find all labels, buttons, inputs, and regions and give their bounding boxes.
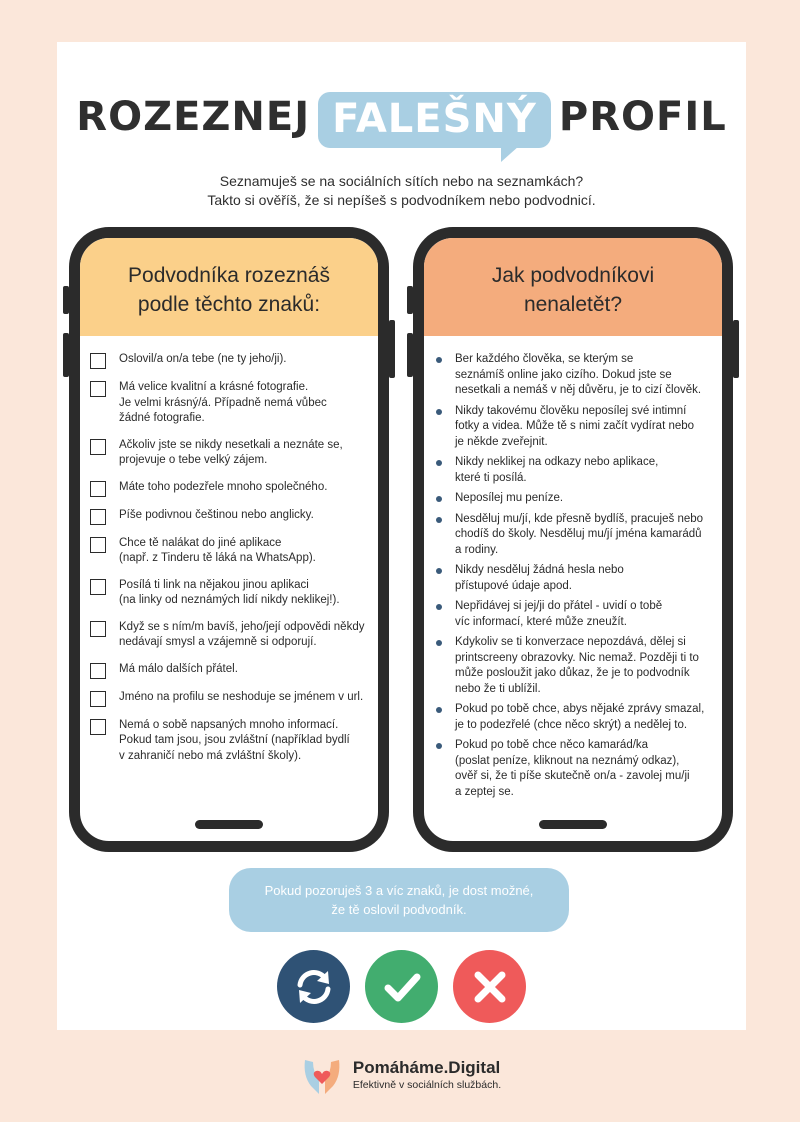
item-text-line: Nikdy nesděluj žádná hesla nebo bbox=[455, 564, 624, 576]
item-text-line: Nikdy takovému člověku neposílej své intimní bbox=[455, 404, 687, 417]
bullet-dot bbox=[436, 409, 442, 415]
item-text bbox=[455, 352, 701, 399]
heading-line: Podvodníka rozeznáš bbox=[128, 264, 330, 287]
item-text bbox=[119, 480, 327, 496]
item-text bbox=[455, 738, 690, 800]
item-text-line: Pokud po tobě chce, abys nějaké zprávy smazal, bbox=[455, 703, 705, 715]
item-text-line: je někde zveřejnit. bbox=[455, 435, 548, 448]
item-text-line: které ti posílá. bbox=[455, 471, 527, 484]
item-text-line: chodíš do školy. Nesděluj mu/jí jména kamarádů bbox=[455, 528, 702, 540]
checkbox[interactable] bbox=[90, 509, 106, 525]
item-text-line: v zahraničí nebo má zvláštní školy). bbox=[119, 749, 302, 762]
checklist-item bbox=[90, 690, 368, 707]
item-text bbox=[119, 662, 238, 678]
item-text bbox=[119, 718, 350, 765]
item-text-line: seznámíš online jako cizího. Dokud jste se bbox=[455, 368, 672, 381]
checkbox[interactable] bbox=[90, 663, 106, 679]
item-text bbox=[455, 635, 699, 697]
heading-line: Jak podvodníkovi bbox=[491, 264, 655, 287]
item-text-line: Nepřidávej si jej/ji do přátel - uvidí o tobě bbox=[455, 600, 663, 612]
item-text bbox=[119, 578, 340, 609]
phone-safety-tips bbox=[413, 227, 733, 852]
bullet-dot bbox=[436, 568, 442, 574]
item-text-line: Neposílej mu peníze. bbox=[455, 492, 564, 504]
phone-side-button bbox=[63, 286, 69, 314]
item-text-line: Píše podivnou češtinou nebo anglicky. bbox=[119, 508, 314, 521]
bullet-dot bbox=[436, 743, 442, 749]
item-text-line: ověř si, že ti píše skutečně on/a - zavolej mu/ji bbox=[455, 770, 690, 782]
phone-heading bbox=[424, 238, 722, 336]
tip-item bbox=[434, 404, 714, 451]
heading-line: nenaletět? bbox=[523, 293, 623, 316]
item-text-line: printscreeny obrazovky. Nic nemaž. Později ti to bbox=[455, 651, 699, 664]
bullet-dot bbox=[436, 604, 442, 610]
item-text-line: Máte toho podezřele mnoho společného. bbox=[119, 480, 328, 493]
item-text bbox=[119, 438, 343, 469]
checkmark-icon bbox=[365, 950, 438, 1023]
bullet-dot bbox=[436, 357, 442, 363]
item-text-line: a zeptej se. bbox=[455, 785, 514, 798]
item-text-line: Jméno na profilu se neshoduje se jménem v url. bbox=[119, 690, 364, 703]
subtitle bbox=[57, 172, 746, 210]
title-part-1: ROZEZNEJ bbox=[76, 94, 311, 140]
item-text-line: a rodiny. bbox=[455, 543, 499, 556]
item-text-line: přístupové údaje apod. bbox=[455, 579, 573, 592]
item-text-line: Má málo dalších přátel. bbox=[119, 662, 238, 675]
bullet-dot bbox=[436, 460, 442, 466]
title-highlight: FALEŠNÝ bbox=[332, 96, 537, 142]
checklist-item bbox=[90, 620, 368, 651]
tip-item bbox=[434, 563, 714, 594]
tip-item bbox=[434, 352, 714, 399]
phone-heading bbox=[80, 238, 378, 336]
safety-tips-list bbox=[424, 336, 722, 800]
item-text bbox=[455, 491, 563, 507]
tip-item bbox=[434, 702, 714, 733]
warning-note bbox=[229, 868, 569, 932]
item-text-line: víc informací, které může zneužít. bbox=[455, 615, 627, 628]
checkbox[interactable] bbox=[90, 579, 106, 595]
checkbox[interactable] bbox=[90, 439, 106, 455]
checkbox[interactable] bbox=[90, 691, 106, 707]
item-text-line: (např. z Tinderu tě láká na WhatsApp). bbox=[119, 552, 316, 564]
refresh-icon bbox=[277, 950, 350, 1023]
item-text bbox=[119, 508, 314, 524]
speech-bubble-tail bbox=[501, 146, 519, 162]
checkbox[interactable] bbox=[90, 481, 106, 497]
bullet-dot bbox=[436, 707, 442, 713]
brand-tagline: Efektivně v sociálních službách. bbox=[352, 1079, 502, 1091]
tip-item bbox=[434, 455, 714, 486]
item-text bbox=[119, 690, 363, 706]
checklist-item bbox=[90, 718, 368, 765]
item-text-line: je to podezřelé (chce něco skrýt) a nedělej to. bbox=[455, 718, 688, 731]
item-text-line: Ačkoliv jste se nikdy nesetkali a neznáte se, bbox=[119, 438, 343, 451]
item-text-line: Když se s ním/m bavíš, jeho/její odpovědi někdy bbox=[119, 620, 365, 633]
heading-line: podle těchto znaků: bbox=[137, 293, 321, 316]
hands-heart-logo bbox=[299, 1054, 345, 1096]
checklist-item bbox=[90, 662, 368, 679]
item-text-line: Nikdy neklikej na odkazy nebo aplikace, bbox=[455, 456, 659, 468]
item-text-line: může posloužit jako důkaz, že je to podvodník bbox=[455, 667, 690, 679]
phone-screen bbox=[424, 238, 722, 841]
item-text-line: (na linky od neznámých lidí nikdy neklikej!). bbox=[119, 594, 340, 606]
item-text-line: Chce tě nalákat do jiné aplikace bbox=[119, 536, 282, 549]
subtitle-line: Seznamuješ se na sociálních sítích nebo na seznamkách? bbox=[219, 173, 584, 189]
item-text-line: (poslat peníze, kliknout na neznámý odkaz), bbox=[455, 754, 680, 767]
item-text-line: Oslovil/a on/a tebe (ne ty jeho/ji). bbox=[119, 353, 287, 365]
item-text bbox=[455, 512, 703, 559]
tip-item bbox=[434, 512, 714, 559]
bullet-dot bbox=[436, 640, 442, 646]
phone-side-button bbox=[389, 320, 395, 378]
item-text bbox=[119, 352, 286, 368]
item-text-line: Má velice kvalitní a krásné fotografie. bbox=[119, 381, 309, 393]
checkbox[interactable] bbox=[90, 353, 106, 369]
subtitle-line: Takto si ověříš, že si nepíšeš s podvodníkem nebo podvodnicí. bbox=[207, 192, 596, 208]
checklist-item bbox=[90, 352, 368, 369]
phone-home-bar bbox=[195, 820, 263, 829]
footer bbox=[0, 1050, 800, 1100]
bullet-dot bbox=[436, 496, 442, 502]
brand-name: Pomáháme.Digital bbox=[352, 1058, 501, 1077]
icon-row bbox=[57, 950, 746, 1024]
checkbox[interactable] bbox=[90, 621, 106, 637]
item-text bbox=[119, 380, 327, 427]
checklist-item bbox=[90, 380, 368, 427]
item-text bbox=[119, 620, 364, 651]
phone-warning-signs bbox=[69, 227, 389, 852]
footer-text bbox=[353, 1058, 501, 1092]
checklist-item bbox=[90, 438, 368, 469]
item-text bbox=[119, 536, 316, 567]
item-text-line: nebo že ti ublížil. bbox=[455, 682, 541, 695]
item-text bbox=[455, 404, 694, 451]
item-text bbox=[455, 563, 624, 594]
phone-home-bar bbox=[539, 820, 607, 829]
checkbox[interactable] bbox=[90, 381, 106, 397]
item-text bbox=[455, 455, 658, 486]
item-text-line: Pokud po tobě chce něco kamarád/ka bbox=[455, 739, 649, 751]
item-text-line: nedávají smysl a vzájemně si odporují. bbox=[119, 636, 317, 648]
note-line: že tě oslovil podvodník. bbox=[331, 902, 467, 917]
item-text-line: Pokud tam jsou, jsou zvláštní (například bydlí bbox=[119, 734, 350, 746]
item-text-line: projevuje o tebe velký zájem. bbox=[119, 454, 268, 466]
item-text-line: žádné fotografie. bbox=[119, 412, 205, 424]
checklist-item bbox=[90, 578, 368, 609]
phone-side-button bbox=[63, 333, 69, 377]
item-text-line: Je velmi krásný/á. Případně nemá vůbec bbox=[119, 396, 327, 409]
item-text-line: Ber každého člověka, se kterým se bbox=[455, 353, 634, 365]
phone-side-button bbox=[407, 333, 413, 377]
checklist-item bbox=[90, 508, 368, 525]
note-line: Pokud pozoruješ 3 a víc znaků, je dost možné, bbox=[264, 883, 534, 898]
phone-side-button bbox=[407, 286, 413, 314]
item-text-line: Nemá o sobě napsaných mnoho informací. bbox=[119, 718, 339, 731]
checklist-item bbox=[90, 480, 368, 497]
bullet-dot bbox=[436, 517, 442, 523]
checklist-item bbox=[90, 536, 368, 567]
checkbox[interactable] bbox=[90, 719, 106, 735]
checkbox[interactable] bbox=[90, 537, 106, 553]
title-speech-bubble bbox=[318, 92, 551, 148]
item-text-line: Kdykoliv se ti konverzace nepozdává, dělej si bbox=[455, 636, 686, 648]
tip-item bbox=[434, 738, 714, 800]
poster-sheet bbox=[57, 42, 746, 1030]
item-text bbox=[455, 599, 662, 630]
tip-item bbox=[434, 491, 714, 507]
item-text bbox=[455, 702, 704, 733]
title-part-2: PROFIL bbox=[558, 94, 727, 140]
item-text-line: nesetkali a nemáš v něj důvěru, je to cizí člověk. bbox=[455, 384, 702, 396]
item-text-line: Posílá ti link na nějakou jinou aplikaci bbox=[119, 578, 309, 591]
tip-item bbox=[434, 599, 714, 630]
item-text-line: fotky a videa. Může tě s nimi začít vydírat nebo bbox=[455, 420, 695, 432]
warning-signs-checklist bbox=[80, 336, 378, 764]
phone-side-button bbox=[733, 320, 739, 378]
cross-icon bbox=[453, 950, 526, 1023]
tip-item bbox=[434, 635, 714, 697]
item-text-line: Nesděluj mu/jí, kde přesně bydlíš, pracuješ nebo bbox=[455, 512, 704, 525]
phone-screen bbox=[80, 238, 378, 841]
